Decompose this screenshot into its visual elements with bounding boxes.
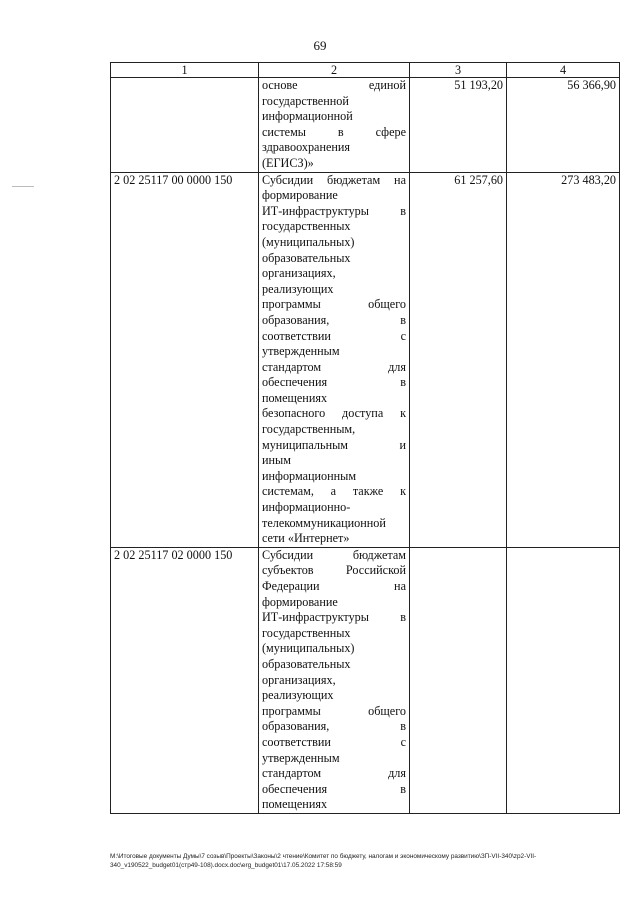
description-line: иным: [262, 453, 291, 468]
description-line: формирование: [262, 594, 338, 609]
description-line: обеспечения в: [262, 781, 406, 796]
description-line: утвержденным: [262, 750, 340, 765]
description-line: системы в сфере: [262, 124, 406, 139]
amount-column-4-cell: 273 483,20: [507, 172, 620, 547]
table-row: [111, 172, 620, 547]
description-line: государственным,: [262, 422, 356, 437]
description-line: реализующих: [262, 688, 334, 703]
description-line: субъектов Российской: [262, 563, 406, 578]
description-line: ИТ-инфраструктуры в: [262, 203, 406, 218]
description-line: (муниципальных): [262, 234, 355, 249]
document-path-footer: М:\Итоговые документы Думы\7 созыв\Проекты\Законы\2 чтение\Комитет по бюджету, налогам и экономическому развитию\ЗП-VII-340\zp2-VII-340_v190522_budget01(стр49-108).docx.doc\erg_budget01\17.05.2022 17:58:59: [110, 853, 537, 869]
budget-code-cell: 2 02 25117 02 0000 150: [111, 547, 259, 813]
description-line: (ЕГИСЗ)»: [262, 155, 314, 170]
description-line: реализующих: [262, 281, 334, 296]
description-line: государственных: [262, 625, 351, 640]
description-line: (муниципальных): [262, 641, 355, 656]
description-line: организациях,: [262, 266, 336, 281]
description-line: программы общего: [262, 297, 406, 312]
amount-column-3-cell: 51 193,20: [410, 78, 507, 173]
table-row: [111, 547, 620, 813]
column-header-3: 3: [410, 63, 507, 78]
budget-table: [110, 62, 620, 814]
header-row: [111, 63, 620, 78]
description-line: программы общего: [262, 703, 406, 718]
description-line: государственных: [262, 219, 351, 234]
description-line: соответствии с: [262, 328, 406, 343]
description-line: соответствии с: [262, 734, 406, 749]
description-line: телекоммуникационной: [262, 515, 386, 530]
description-line: государственной: [262, 93, 349, 108]
description-line: информационно-: [262, 500, 351, 515]
description-line: стандартом для: [262, 359, 406, 374]
description-cell: [259, 547, 410, 813]
description-line: ИТ-инфраструктуры в: [262, 610, 406, 625]
description-line: образования, в: [262, 719, 406, 734]
budget-code-cell: 2 02 25117 00 0000 150: [111, 172, 259, 547]
column-header-1: 1: [111, 63, 259, 78]
description-line: безопасного доступа к: [262, 406, 406, 421]
description-cell: [259, 172, 410, 547]
amount-column-3-cell: [410, 547, 507, 813]
amount-column-3-cell: 61 257,60: [410, 172, 507, 547]
table-row: [111, 78, 620, 173]
description-line: здравоохранения: [262, 140, 351, 155]
description-line: организациях,: [262, 672, 336, 687]
budget-code-cell: [111, 78, 259, 173]
description-line: утвержденным: [262, 344, 340, 359]
description-line: муниципальным и: [262, 437, 406, 452]
description-line: сети «Интернет»: [262, 531, 350, 546]
column-header-2: 2: [259, 63, 410, 78]
description-line: помещениях: [262, 390, 328, 405]
page-number: 69: [313, 38, 327, 53]
description-cell: [259, 78, 410, 173]
description-line: основе единой: [262, 78, 406, 92]
description-line: системам, а также к: [262, 484, 406, 499]
description-line: стандартом для: [262, 766, 406, 781]
description-line: Субсидии бюджетам: [262, 547, 406, 562]
description-line: помещениях: [262, 797, 328, 812]
description-line: информационной: [262, 109, 353, 124]
description-line: формирование: [262, 188, 338, 203]
description-line: информационным: [262, 468, 357, 483]
description-line: обеспечения в: [262, 375, 406, 390]
description-line: образовательных: [262, 656, 351, 671]
description-line: Федерации на: [262, 579, 406, 593]
description-line: образовательных: [262, 250, 351, 265]
margin-mark: [12, 186, 34, 187]
description-line: образования, в: [262, 312, 406, 327]
column-header-4: 4: [507, 63, 620, 78]
amount-column-4-cell: [507, 547, 620, 813]
amount-column-4-cell: 56 366,90: [507, 78, 620, 173]
description-line: Субсидии бюджетам на: [262, 172, 406, 187]
